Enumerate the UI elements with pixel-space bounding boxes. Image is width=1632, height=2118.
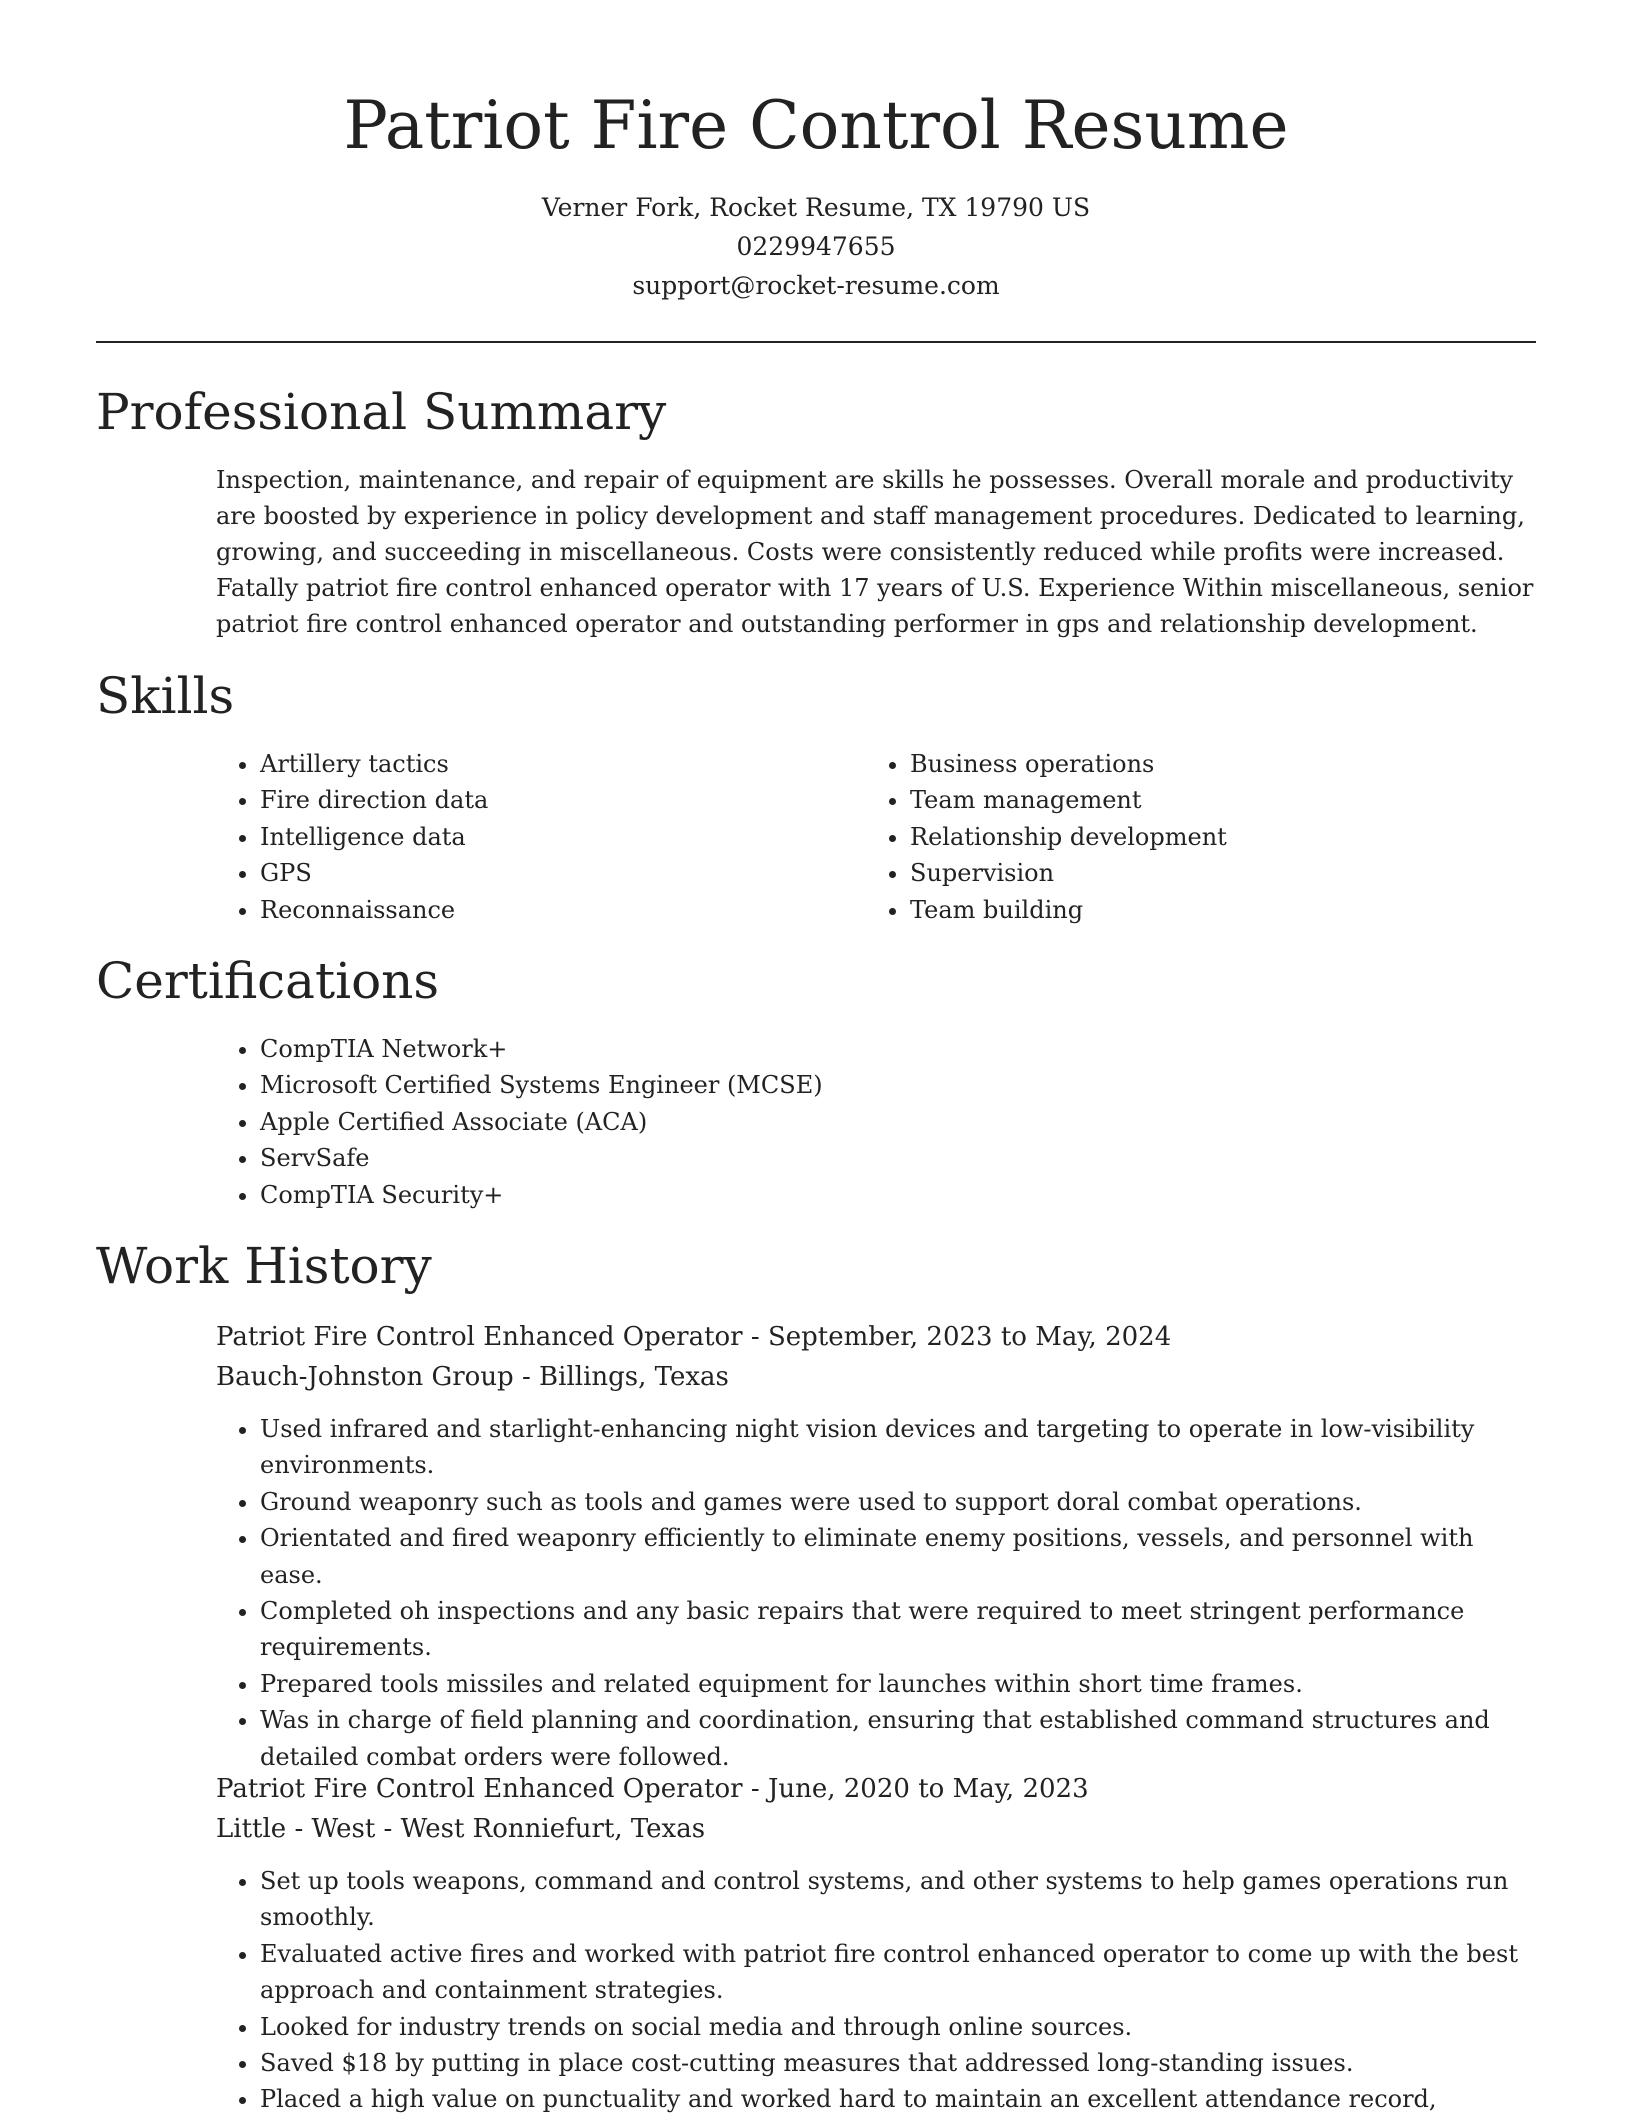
contact-address: Verner Fork, Rocket Resume, TX 19790 US <box>541 193 1091 222</box>
job-location: Billings, Texas <box>539 1362 729 1392</box>
job-company: Bauch-Johnston Group <box>216 1362 514 1392</box>
job-bullet: • Placed a high value on punctuality and worked hard to maintain an excellent attendance record, <box>260 2081 1536 2117</box>
skills-column-left <box>216 746 816 928</box>
resume-title: Patriot Fire Control Resume <box>343 87 1289 164</box>
job-bullet: • Looked for industry trends on social media and through online sources. <box>260 2009 1536 2045</box>
contact-block <box>96 188 1536 305</box>
contact-phone: 0229947655 <box>736 232 896 261</box>
job-bullets <box>216 1863 1536 2118</box>
job-bullet: • Completed oh inspections and any basic repairs that were required to meet stringent performance requirements. <box>260 1593 1536 1666</box>
certifications-heading: Certifications <box>96 952 440 1010</box>
job-bullet: • Ground weaponry such as tools and games were used to support doral combat operations. <box>260 1484 1536 1520</box>
certification-item: • CompTIA Security+ <box>260 1177 1536 1213</box>
skills-list-left <box>216 746 816 928</box>
job-title: Patriot Fire Control Enhanced Operator <box>216 1774 743 1804</box>
resume-header <box>96 84 1536 305</box>
skill-item: • Supervision <box>910 855 1506 891</box>
certification-item: • ServSafe <box>260 1140 1536 1176</box>
skill-item: • Business operations <box>910 746 1506 782</box>
job-company-line: Bauch-Johnston Group - Billings, Texas <box>216 1362 729 1392</box>
skill-item: • GPS <box>260 855 816 891</box>
skills-list-right <box>866 746 1506 928</box>
skill-item: • Reconnaissance <box>260 892 816 928</box>
summary-heading: Professional Summary <box>96 383 667 441</box>
header-divider <box>96 341 1536 343</box>
work-history-heading: Work History <box>96 1237 432 1295</box>
job-location: West Ronniefurt, Texas <box>400 1814 706 1844</box>
skills-column-right <box>866 746 1506 928</box>
job-bullets <box>216 1411 1536 1775</box>
job-entry <box>216 1317 1536 1775</box>
certification-item: • Apple Certified Associate (ACA) <box>260 1104 1536 1140</box>
job-entry <box>216 1769 1536 2118</box>
contact-email: support@rocket-resume.com <box>632 271 1000 300</box>
job-bullet: • Was in charge of field planning and coordination, ensuring that established command structures and detailed combat orders were followed. <box>260 1702 1536 1775</box>
job-bullet: • Used infrared and starlight-enhancing night vision devices and targeting to operate in low-visibility environments. <box>260 1411 1536 1484</box>
skill-item: • Intelligence data <box>260 819 816 855</box>
summary-text: Inspection, maintenance, and repair of equipment are skills he possesses. Overall morale and productivity are boosted by experience in policy development and staff management procedures. Dedicated to learning, growing, and succeeding in miscellaneous. Costs were consistently reduced while profits were increased. Fatally patriot fire control enhanced operator with 17 years of U.S. Experience Within miscellaneous, senior patriot fire control enhanced operator and outstanding performer in gps and relationship development. <box>216 466 1534 638</box>
certifications-block <box>216 1031 1536 1213</box>
skill-item: • Team management <box>910 782 1506 818</box>
skill-item: • Relationship development <box>910 819 1506 855</box>
job-bullet: • Set up tools weapons, command and control systems, and other systems to help games operations run smoothly. <box>260 1863 1536 1936</box>
job-bullet: • Prepared tools missiles and related equipment for launches within short time frames. <box>260 1666 1536 1702</box>
job-bullet: • Evaluated active fires and worked with patriot fire control enhanced operator to come up with the best approach and containment strategies. <box>260 1936 1536 2009</box>
job-bullet: • Orientated and fired weaponry efficiently to eliminate enemy positions, vessels, and personnel with ease. <box>260 1520 1536 1593</box>
certifications-list <box>216 1031 1536 1213</box>
job-company-line: Little - West - West Ronniefurt, Texas <box>216 1814 706 1844</box>
skill-item: • Fire direction data <box>260 782 816 818</box>
job-dates: September, 2023 to May, 2024 <box>767 1322 1172 1352</box>
skill-item: • Artillery tactics <box>260 746 816 782</box>
certification-item: • CompTIA Network+ <box>260 1031 1536 1067</box>
job-dates: June, 2020 to May, 2023 <box>767 1774 1089 1804</box>
job-title: Patriot Fire Control Enhanced Operator <box>216 1322 743 1352</box>
skills-heading: Skills <box>96 667 235 725</box>
job-bullet: • Saved $18 by putting in place cost-cutting measures that addressed long-standing issues. <box>260 2045 1536 2081</box>
job-title-line: Patriot Fire Control Enhanced Operator - June, 2020 to May, 2023 <box>216 1774 1089 1804</box>
skill-item: • Team building <box>910 892 1506 928</box>
job-company: Little - West <box>216 1814 376 1844</box>
job-title-line: Patriot Fire Control Enhanced Operator - September, 2023 to May, 2024 <box>216 1322 1172 1352</box>
certification-item: • Microsoft Certified Systems Engineer (MCSE) <box>260 1067 1536 1103</box>
